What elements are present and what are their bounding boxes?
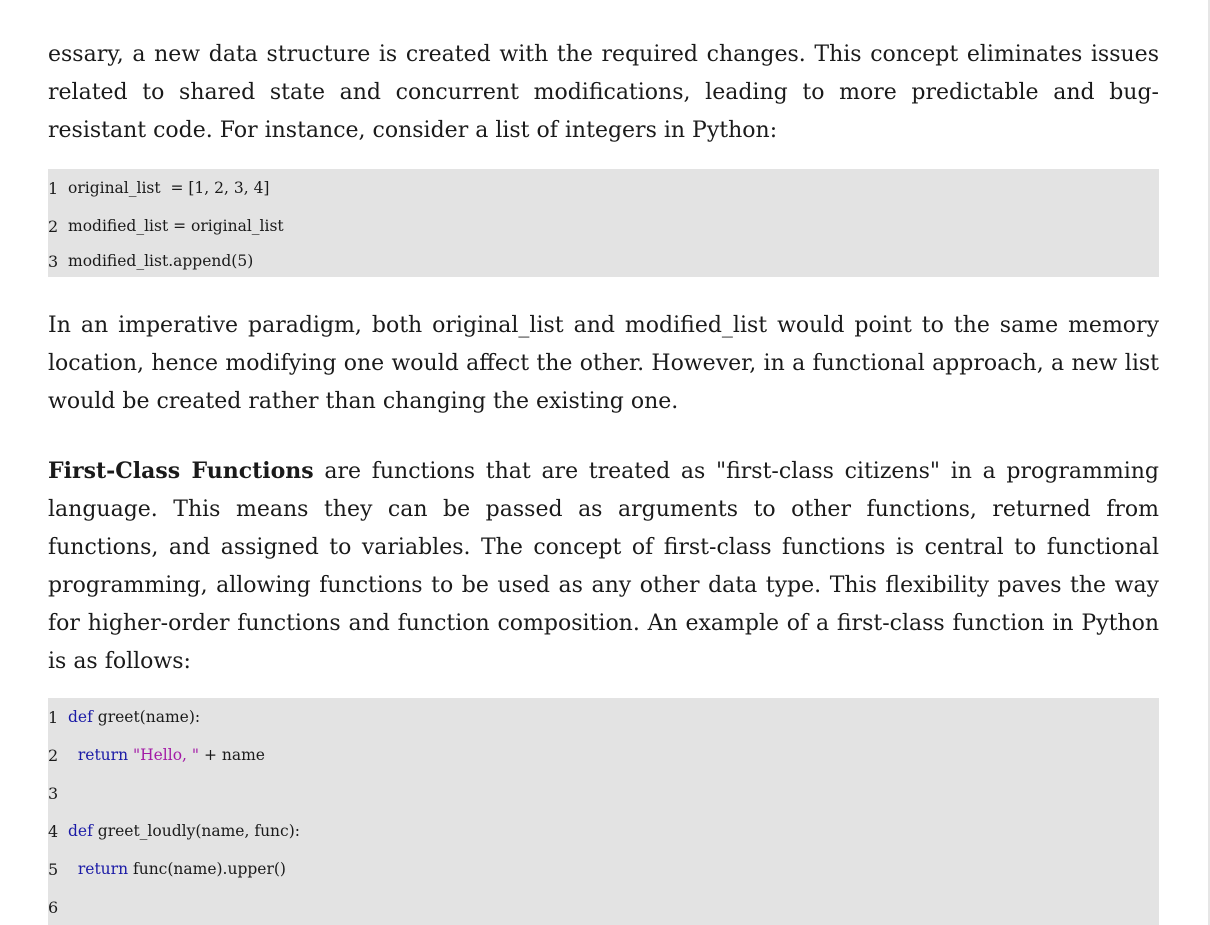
code-line xyxy=(48,812,1159,850)
code-text: greet(name): xyxy=(92,708,201,726)
code-line xyxy=(48,169,1159,207)
term-first-class-functions: First-Class Functions xyxy=(48,458,314,484)
code-text: func(name).upper() xyxy=(128,860,286,878)
code-text: greet_loudly(name, func): xyxy=(92,822,300,840)
paragraph-immutability: essary, a new data structure is created with the required changes. This concept eliminates issues related to shared state and concurrent modifications, leading to more predictable and bug-resistant code. For instance, consider a list of integers in Python: xyxy=(48,42,1159,143)
code-text: modified_list.append(5) xyxy=(68,252,254,270)
paragraph-first-class-functions xyxy=(48,452,1159,681)
line-number: 2 xyxy=(48,216,59,236)
code-line xyxy=(48,245,1159,277)
indent xyxy=(68,746,78,764)
line-number: 3 xyxy=(48,251,59,271)
document-page xyxy=(48,36,1159,925)
code-line xyxy=(48,698,1159,736)
line-number: 4 xyxy=(48,821,59,841)
code-line xyxy=(48,774,1159,812)
line-number: 3 xyxy=(48,783,59,803)
keyword: def xyxy=(68,822,93,840)
keyword: def xyxy=(68,708,93,726)
paragraph-body: are functions that are treated as "first-class citizens" in a programming language. This means they can be passed as arguments to other functions, returned from functions, and assigned to variables. The concept of first-class functions is central to functional programming, allowing functions to be used as any other data type. This flexibility paves the way for higher-order functions and function composition. An example of a first-class function in Python is as follows: xyxy=(48,459,1159,674)
line-number: 1 xyxy=(48,707,59,727)
code-text: + name xyxy=(199,746,265,764)
keyword: return xyxy=(77,746,129,764)
code-line xyxy=(48,888,1159,925)
code-block-greet-example xyxy=(48,698,1159,925)
line-number: 2 xyxy=(48,745,59,765)
code-line xyxy=(48,850,1159,888)
code-block-list-example xyxy=(48,169,1159,277)
line-number: 5 xyxy=(48,859,59,879)
code-line xyxy=(48,736,1159,774)
code-text: original_list = [1, 2, 3, 4] xyxy=(68,179,270,197)
code-line xyxy=(48,207,1159,245)
code-text: modified_list = original_list xyxy=(68,217,284,235)
line-number: 1 xyxy=(48,178,59,198)
string-literal: "Hello, " xyxy=(128,746,200,764)
line-number: 6 xyxy=(48,897,59,917)
indent xyxy=(68,860,78,878)
keyword: return xyxy=(77,860,129,878)
paragraph-imperative: In an imperative paradigm, both original_list and modified_list would point to the same memory location, hence modifying one would affect the other. However, in a functional approach, a new list would be created rather than changing the existing one. xyxy=(48,313,1159,414)
